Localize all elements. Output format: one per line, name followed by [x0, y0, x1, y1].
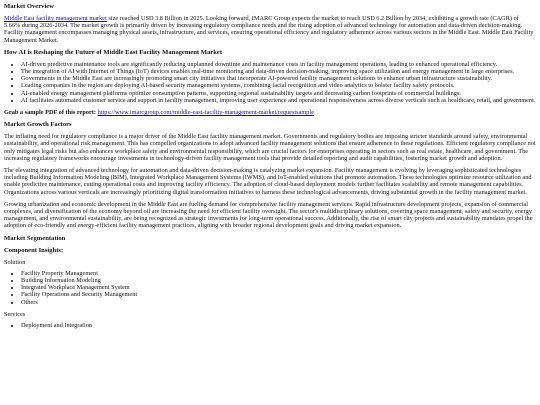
solution-label: Solution [4, 258, 26, 266]
list-item: • Integrated Workplace Management System [21, 284, 536, 291]
component-insights-heading: Component Insights: [4, 246, 64, 254]
ai-section-heading: How AI is Reshaping the Future of Middle East Facility Management Market [4, 48, 223, 56]
market-overview-paragraph [4, 15, 536, 44]
services-list [4, 322, 536, 329]
solution-list [4, 270, 536, 306]
list-item: • Leading companies in the region are deploying AI-based security management systems, combining facial recognition and video analytics to bolster facility safety protocols. [21, 82, 536, 89]
market-overview-heading: Market Overview [4, 3, 54, 10]
growth-paragraph: The elevating integration of advanced technology for automation and data-driven decision-making is catalyzing market expansion. Facility management is evolving by leveraging sophisticated technologies including Building Information Modeling (BIM), Integrated Workplace Management Systems (IWMS), and IoT-enabled solutions that promote automation. These technologies optimize resource utilization and enable predictive maintenance, cutting operational costs and improving facility efficiency. The adoption of cloud-based deployment models further facilitates scalability and remote management capabilities. Organizations across various verticals are increasingly prioritizing digital transformation initiatives to harness these technological advancements, driving substantial growth in the facility management market. [4, 167, 532, 196]
growth-paragraph: The inflating need for regulatory compliance is a major driver of the Middle East facility management market. Governments and regulatory bodies are imposing stricter standards around safety, environmental sustainability, and operational risk management. This has compelled organizations to adopt advanced facility management solutions that ensure adherence to these regulations. Efficient regulatory compliance not only mitigates legal risks but also enhances workplace safety and environmental responsibility, which are crucial factors for enterprises operating in sectors such as real estate, healthcare, and government. The increasing regulatory frameworks encourage investments in technology-driven facility management tools that provide detailed reporting and audit capabilities, fostering market growth and adoption. [4, 133, 536, 162]
list-item: • AI facilitates automated customer service and support in facility management, improving user experience and operational responsiveness across diverse verticals such as healthcare, retail, and government. [21, 97, 536, 104]
growth-factors-heading: Market Growth Factors [4, 121, 72, 129]
growth-paragraph: Growing urbanization and economic development in the Middle East are fueling demand for comprehensive facility management services. Rapid infrastructure development projects, expansion of commercial complexes, and diversification of the economy beyond oil are increasing the need for efficient facility oversight. The sector's multidisciplinary solutions, covering space management, safety and security, energy management, and environmental sustainability, are being recognized as strategic investments for long-term operational success. Additionally, the rise of smart city projects and sustainability mandates propel the adoption of eco-friendly and energy-efficient facility management practices, aligning with broader regional development goals and driving market expansion. [4, 200, 533, 230]
list-item: • Others [21, 299, 536, 306]
list-item: • AI-enabled energy management platforms optimize consumption patterns, supporting regional sustainability targets and decreasing carbon footprints of commercial buildings. [21, 90, 536, 97]
ai-bullet-list [4, 61, 536, 104]
list-item: • The integration of AI with Internet of Things (IoT) devices enables real-time monitoring and data-driven decision-making, improving space utilization and energy management in large enterprises. [21, 68, 536, 75]
list-item: • Deployment and Integration [21, 322, 536, 329]
list-item: • Governments in the Middle East are increasingly promoting smart city initiatives that incorporate AI-powered facility management solutions to enhance urban infrastructure sustainability. [21, 75, 536, 82]
list-item: • AI-driven predictive maintenance tools are significantly reducing unplanned downtime and maintenance costs in facility management operations, leading to enhanced operational efficiency. [21, 61, 536, 68]
sample-request-line [4, 109, 536, 116]
sample-label: Grab a sample PDF of this report: [4, 109, 96, 117]
services-label: Services [4, 310, 26, 318]
market-overview-text: size reached USD 3.8 Billion in 2025. Looking forward, IMARC Group expects the market to reach USD 6.2 Billion by 2034, exhibiting a growth rate (CAGR) of 5.66% during 2026-2034. The market growth is primarily driven by increasing regulatory compliance needs and the rising adoption of advanced technology for automation and data-driven decision-making. Facility management encompasses managing physical assets, infrastructure, and services, ensuring operational efficiency and regulatory adherence across various sectors in the Middle East. Middle East Facility Management Market. [4, 15, 534, 44]
segmentation-heading: Market Segmentation [4, 234, 66, 242]
sample-request-link[interactable]: https://www.imarcgroup.com/middle-east-facility-management-market/requestsample [97, 109, 314, 117]
market-report-link[interactable]: Middle East facility management market [4, 15, 107, 22]
list-item: • Facility Property Management [21, 270, 536, 277]
list-item: • Building Information Modeling [21, 277, 536, 284]
list-item: • Facility Operations and Security Management [21, 291, 536, 298]
